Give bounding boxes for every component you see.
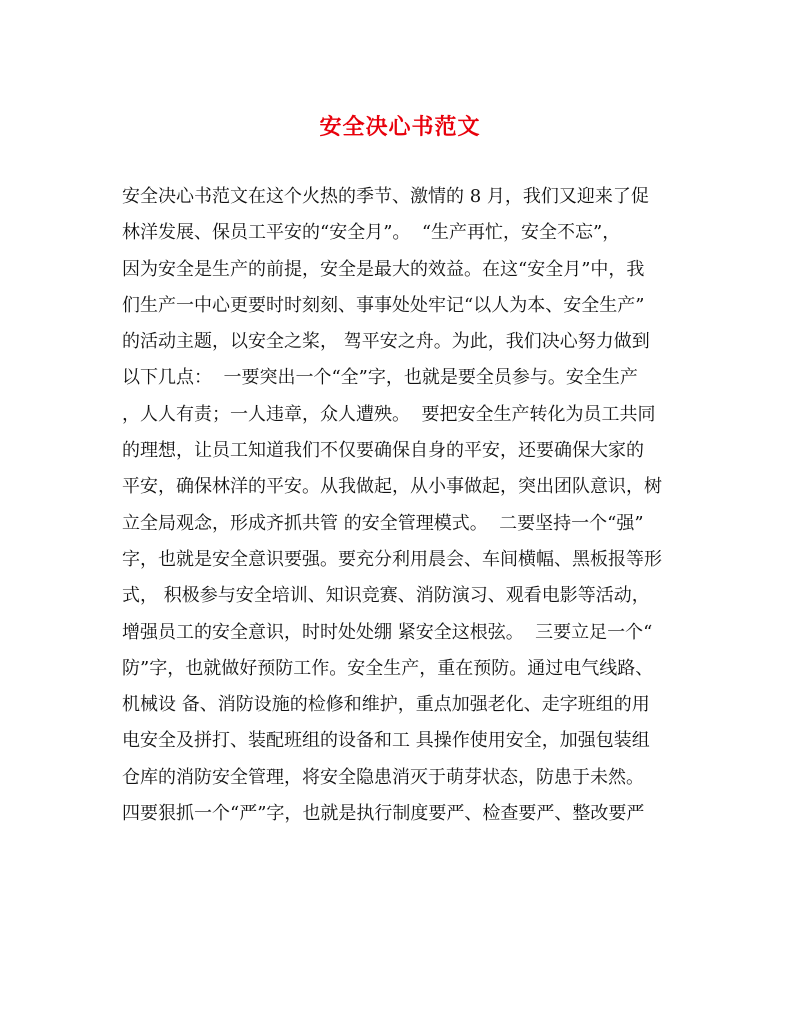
text-line: 立全局观念，形成齐抓共管 的安全管理模式。 二要坚持一个“强” <box>122 512 644 534</box>
text-line: ，人人有责；一人违章，众人遭殃。 要把安全生产转化为员工共同 <box>122 403 656 425</box>
text-line: 林洋发展、保员工平安的“安全月”。 “生产再忙，安全不忘”， <box>122 222 621 244</box>
text-line: 的活动主题，以安全之桨， 驾平安之舟。为此，我们决心努力做到 <box>122 331 650 353</box>
text-line: 安全决心书范文在这个火热的季节、激情的 8 月，我们又迎来了促 <box>122 186 649 207</box>
text-line: 平安，确保林洋的平安。从我做起，从小事做起，突出团队意识，树 <box>122 476 662 498</box>
text-line: 式， 积极参与安全培训、知识竞赛、消防演习、观看电影等活动， <box>122 585 650 607</box>
text-line: 增强员工的安全意识，时时处处绷 紧安全这根弦。 三要立足一个“ <box>122 621 653 643</box>
text-line: 防”字，也就做好预防工作。安全生产，重在预防。通过电气线路、 <box>122 657 654 679</box>
text-line: 四要狠抓一个“严”字，也就是执行制度要严、检查要严、整改要严 <box>122 803 645 825</box>
text-line: 因为安全是生产的前提，安全是最大的效益。在这“安全月”中，我 <box>122 258 645 280</box>
text-line: 仓库的消防安全管理，将安全隐患消灭于萌芽状态，防患于未然。 <box>122 766 644 788</box>
text-line: 字，也就是安全意识要强。要充分利用晨会、车间横幅、黑板报等形 <box>122 548 662 570</box>
text-line: 的理想，让员工知道我们不仅要确保自身的平安，还要确保大家的 <box>122 440 644 462</box>
text-line: 电安全及拼打、装配班组的设备和工 具操作使用安全，加强包装组 <box>122 730 650 752</box>
text-line: 们生产一中心更要时时刻刻、事事处处牢记“以人为本、安全生产” <box>122 294 645 316</box>
page-title: 安全决心书范文 <box>319 114 481 140</box>
text-line: 机械设 备、消防设施的检修和维护，重点加强老化、走字班组的用 <box>122 694 650 716</box>
text-line: 以下几点： 一要突出一个“全”字，也就是要全员参与。安全生产 <box>122 367 638 389</box>
body-text <box>122 182 682 835</box>
